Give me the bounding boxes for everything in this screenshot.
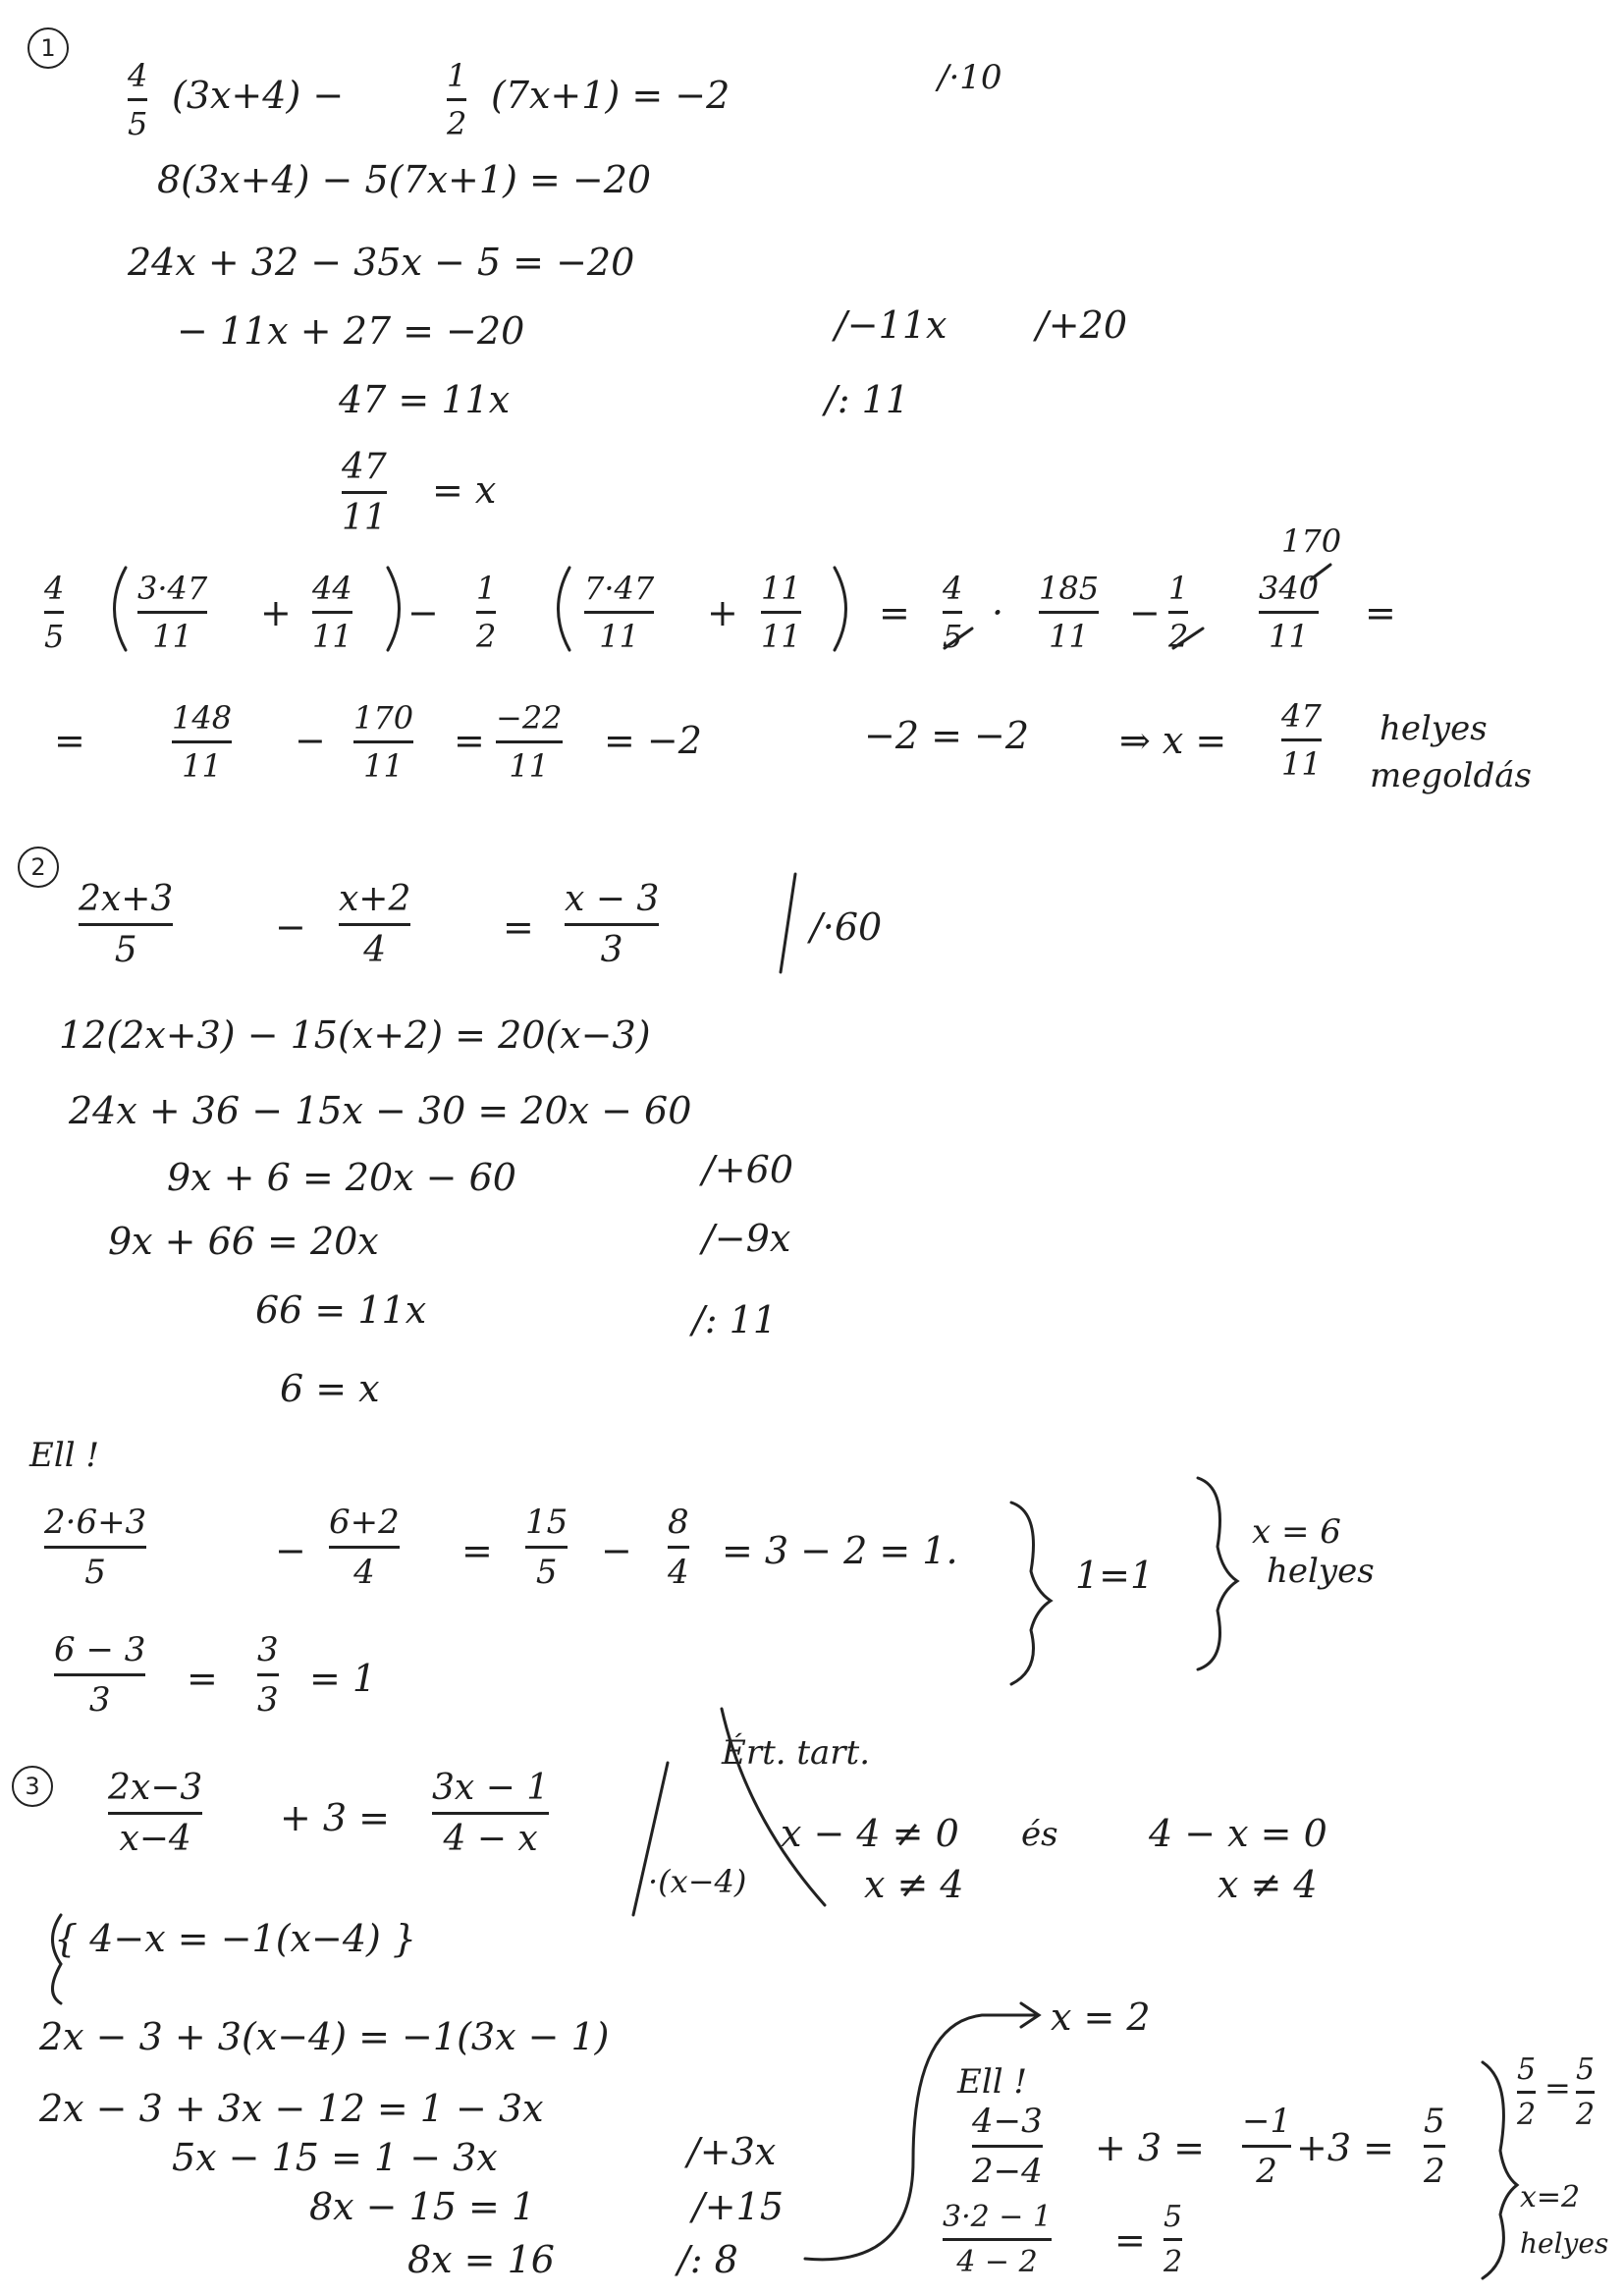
plus-sign: + xyxy=(260,591,292,634)
check-heading: Ell ! xyxy=(29,1436,100,1475)
numerator: 5 xyxy=(1164,2200,1183,2234)
numerator: −1 xyxy=(1242,2102,1292,2141)
denominator: 3 xyxy=(600,929,623,970)
equation-line: 6 = x xyxy=(280,1367,380,1410)
check-heading: Ell ! xyxy=(957,2062,1028,2102)
denominator: 4 − 2 xyxy=(956,2244,1038,2279)
fraction xyxy=(1242,2102,1291,2191)
fraction xyxy=(329,1503,400,1592)
equation-line: 9x + 6 = 20x − 60 xyxy=(167,1156,516,1199)
numerator: 5 xyxy=(1517,2052,1537,2087)
equation-text: 1=1 xyxy=(1075,1554,1155,1597)
numerator: 44 xyxy=(312,570,352,607)
operation-note: /: 11 xyxy=(692,1298,778,1341)
equation-text: = xyxy=(1114,2218,1146,2262)
fraction xyxy=(257,1630,279,1720)
denominator: 11 xyxy=(152,617,192,655)
numerator: 1 xyxy=(447,57,467,94)
task-number-2 xyxy=(18,847,59,888)
numerator: x − 3 xyxy=(565,879,660,919)
equation-text: −2 = −2 xyxy=(864,714,1030,757)
numerator: 185 xyxy=(1039,570,1100,607)
equation-line: − 11x + 27 = −20 xyxy=(177,309,525,353)
numerator: 1 xyxy=(476,570,497,607)
result-text: x = 6 xyxy=(1252,1512,1341,1552)
right-paren xyxy=(388,568,400,650)
margin-note: 170 xyxy=(1281,522,1342,560)
result-word: helyes xyxy=(1380,709,1488,748)
equals-sign: = xyxy=(454,719,485,762)
equation-text: +3 = xyxy=(1296,2126,1394,2169)
numerator: 47 xyxy=(342,447,387,487)
numerator: 2·6+3 xyxy=(44,1503,147,1542)
fraction xyxy=(943,570,962,655)
minus-sign: − xyxy=(1129,591,1161,634)
denominator: 3 xyxy=(257,1679,279,1720)
denominator: 11 xyxy=(342,497,387,538)
operation-note: /: 11 xyxy=(825,378,910,421)
operation-note: /: 8 xyxy=(677,2238,738,2281)
denominator: 11 xyxy=(1281,744,1322,783)
equation-line: 2x − 3 + 3x − 12 = 1 − 3x xyxy=(39,2087,544,2130)
task-number-label: 3 xyxy=(25,1773,40,1800)
numerator: 8 xyxy=(668,1503,689,1542)
implication: ⇒ x = xyxy=(1119,719,1227,762)
denominator: 11 xyxy=(509,746,550,785)
task-number-label: 2 xyxy=(30,853,46,881)
fraction xyxy=(668,1503,689,1592)
fraction xyxy=(108,1768,202,1859)
fraction xyxy=(1039,570,1099,655)
equation-text: + 3 = xyxy=(280,1796,391,1839)
numerator: 11 xyxy=(761,570,801,607)
equation-text: (3x+4) − xyxy=(172,74,345,117)
denominator: 2 xyxy=(1164,2244,1183,2279)
equation-line: 2x − 3 + 3(x−4) = −1(3x − 1) xyxy=(39,2015,610,2058)
denominator: 2 xyxy=(1424,2151,1445,2191)
numerator: 4 xyxy=(943,570,963,607)
denominator: 11 xyxy=(312,617,352,655)
minus-sign: − xyxy=(601,1529,632,1572)
fraction xyxy=(476,570,496,655)
denominator: 11 xyxy=(599,617,639,655)
equation-line: 24x + 36 − 15x − 30 = 20x − 60 xyxy=(69,1089,692,1132)
domain-condition: x ≠ 4 xyxy=(1218,1863,1318,1906)
fraction xyxy=(128,57,147,142)
numerator: 148 xyxy=(172,699,233,737)
fraction xyxy=(172,699,232,785)
operation-note: /·10 xyxy=(938,58,1002,97)
result-word: megoldás xyxy=(1370,756,1532,795)
denominator: 5 xyxy=(128,104,148,142)
fraction xyxy=(44,1503,146,1592)
denominator: 5 xyxy=(114,929,137,970)
arrow-head xyxy=(1021,2003,1039,2027)
denominator: 3 xyxy=(88,1679,111,1720)
left-paren xyxy=(559,568,570,650)
minus-sign: − xyxy=(275,905,306,949)
numerator: 3x − 1 xyxy=(432,1768,550,1808)
fraction xyxy=(761,570,801,655)
denominator: 5 xyxy=(943,617,963,655)
fraction xyxy=(353,699,413,785)
denominator: x−4 xyxy=(119,1818,191,1859)
fraction xyxy=(54,1630,145,1720)
equals-sign: = xyxy=(187,1657,218,1700)
fraction xyxy=(312,570,352,655)
right-brace xyxy=(1198,1478,1237,1669)
numerator: 4 xyxy=(44,570,65,607)
equals-sign: = xyxy=(461,1529,493,1572)
equation-text: = 3 − 2 = 1. xyxy=(722,1529,958,1572)
equation-text: = x xyxy=(432,468,497,512)
equation-line: 24x + 32 − 35x − 5 = −20 xyxy=(128,241,635,284)
fraction xyxy=(432,1768,549,1859)
numerator: 7·47 xyxy=(584,570,655,607)
fraction xyxy=(339,879,410,970)
denominator: 11 xyxy=(1269,617,1309,655)
fraction xyxy=(1168,570,1188,655)
denominator: 4 xyxy=(363,929,387,970)
equation-text: + 3 = xyxy=(1095,2126,1206,2169)
numerator: 4−3 xyxy=(972,2102,1043,2141)
domain-condition: 4 − x = 0 xyxy=(1149,1812,1327,1855)
numerator: 6+2 xyxy=(329,1503,400,1542)
result-word: helyes xyxy=(1267,1552,1375,1591)
numerator: 1 xyxy=(1168,570,1189,607)
operation-note: /+60 xyxy=(702,1148,793,1191)
denominator: 11 xyxy=(363,746,404,785)
task-number-label: 1 xyxy=(40,34,56,62)
fraction xyxy=(44,570,64,655)
fraction xyxy=(79,879,173,970)
denominator: 5 xyxy=(44,617,65,655)
side-note: { 4−x = −1(x−4) } xyxy=(54,1917,417,1960)
equation-line: 9x + 66 = 20x xyxy=(108,1220,379,1263)
domain-connector: és xyxy=(1021,1815,1058,1854)
fraction xyxy=(1259,570,1319,655)
denominator: 4 − x xyxy=(443,1818,538,1859)
numerator: 5 xyxy=(1576,2052,1596,2087)
numerator: 47 xyxy=(1281,697,1322,735)
numerator: 6 − 3 xyxy=(54,1630,146,1669)
equals-sign: = xyxy=(1365,591,1396,634)
equation-text: (7x+1) = −2 xyxy=(491,74,731,117)
numerator: 2x+3 xyxy=(79,879,174,919)
operation-note: ·(x−4) xyxy=(648,1863,747,1900)
fraction xyxy=(496,699,563,785)
operation-note: /−9x xyxy=(702,1217,791,1260)
operation-note: /+20 xyxy=(1036,303,1127,347)
denominator: 2 xyxy=(1256,2151,1277,2191)
numerator: 15 xyxy=(525,1503,568,1542)
equation-text: = −2 xyxy=(604,719,702,762)
equation-line: 47 = 11x xyxy=(339,378,511,421)
plus-sign: + xyxy=(707,591,738,634)
equation-line: 8x − 15 = 1 xyxy=(309,2185,536,2228)
right-brace xyxy=(1011,1503,1051,1684)
left-paren xyxy=(115,568,127,650)
fraction xyxy=(1424,2102,1445,2191)
divider-slash xyxy=(781,874,795,972)
equals-sign: = xyxy=(54,719,85,762)
minus-sign: − xyxy=(407,591,439,634)
denominator: 2 xyxy=(476,617,497,655)
fraction xyxy=(972,2102,1043,2191)
numerator: 5 xyxy=(1424,2102,1445,2141)
equals-sign: = xyxy=(879,591,910,634)
numerator: 3 xyxy=(257,1630,279,1669)
denominator: 2 xyxy=(1517,2097,1537,2132)
denominator: 11 xyxy=(1049,617,1089,655)
denominator: 11 xyxy=(182,746,222,785)
equation-line: 66 = 11x xyxy=(255,1288,427,1332)
equation-line: 8(3x+4) − 5(7x+1) = −20 xyxy=(157,158,652,201)
numerator: 4 xyxy=(128,57,148,94)
equation-line: 8x = 16 xyxy=(407,2238,555,2281)
fraction xyxy=(584,570,654,655)
task-number-3 xyxy=(12,1766,53,1807)
numerator: 3·2 − 1 xyxy=(943,2200,1053,2234)
domain-title: Ért. tart. xyxy=(722,1733,871,1773)
operation-note: /·60 xyxy=(810,905,883,949)
fraction xyxy=(447,57,466,142)
denominator: 4 xyxy=(668,1552,689,1592)
minus-sign: − xyxy=(275,1529,306,1572)
result-word: helyes xyxy=(1520,2227,1609,2260)
equation-text: = 1 xyxy=(309,1657,377,1700)
fraction xyxy=(1517,2052,1536,2132)
equation-line: 5x − 15 = 1 − 3x xyxy=(172,2136,498,2179)
fraction xyxy=(943,2200,1052,2279)
dot-operator: · xyxy=(992,591,1004,634)
denominator: 11 xyxy=(761,617,801,655)
fraction xyxy=(1576,2052,1595,2132)
fraction xyxy=(565,879,659,970)
task-number-1 xyxy=(27,27,69,69)
fraction xyxy=(137,570,207,655)
fraction xyxy=(1281,697,1322,783)
fraction xyxy=(525,1503,568,1592)
right-brace xyxy=(1483,2062,1517,2278)
denominator: 4 xyxy=(353,1552,375,1592)
equation-line: 12(2x+3) − 15(x+2) = 20(x−3) xyxy=(59,1013,651,1057)
numerator: 170 xyxy=(353,699,414,737)
numerator: −22 xyxy=(496,699,563,737)
right-paren xyxy=(835,568,846,650)
denominator: 2−4 xyxy=(972,2151,1043,2191)
result-text: x=2 xyxy=(1520,2180,1581,2214)
operation-note: /−11x xyxy=(835,303,947,347)
denominator: 2 xyxy=(447,104,467,142)
operation-note: /+15 xyxy=(692,2185,784,2228)
result-text: x = 2 xyxy=(1051,1995,1151,2039)
numerator: x+2 xyxy=(339,879,411,919)
equals-sign: = xyxy=(503,905,534,949)
denominator: 2 xyxy=(1168,617,1189,655)
fraction xyxy=(342,447,387,538)
numerator: 340 xyxy=(1259,570,1320,607)
fraction xyxy=(1164,2200,1182,2279)
minus-sign: − xyxy=(295,719,326,762)
denominator: 5 xyxy=(535,1552,558,1592)
equals-sign: = xyxy=(1544,2069,1571,2106)
numerator: 3·47 xyxy=(137,570,208,607)
operation-note: /+3x xyxy=(687,2130,777,2173)
numerator: 2x−3 xyxy=(108,1768,203,1808)
denominator: 2 xyxy=(1576,2097,1596,2132)
domain-condition: x ≠ 4 xyxy=(864,1863,964,1906)
denominator: 5 xyxy=(84,1552,106,1592)
domain-condition: x − 4 ≠ 0 xyxy=(781,1812,959,1855)
